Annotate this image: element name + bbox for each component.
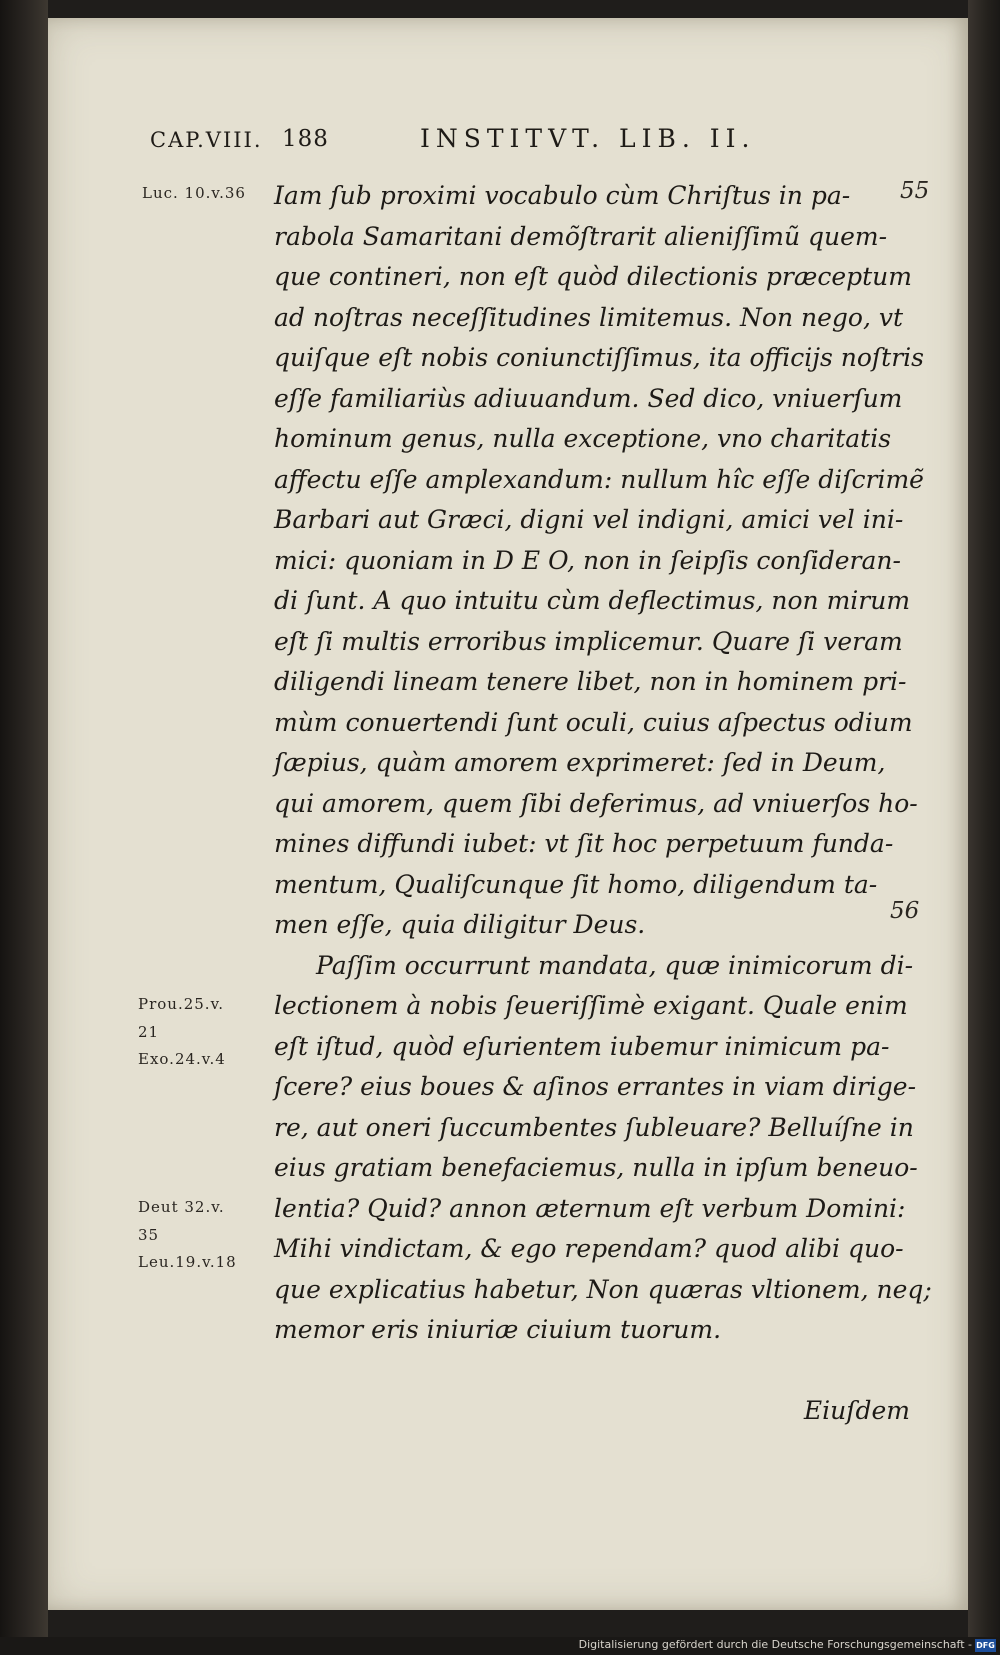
text-line: lentia? Quid? annon æternum eſt verbum Domini: [274, 1193, 906, 1223]
text-line: Barbari aut Græci, digni vel indigni, amici vel ini- [274, 505, 904, 534]
text-line: lectionem à nobis ſeueriſſimè exigant. Quale enim [274, 991, 908, 1020]
text-line: hominum genus, nulla exceptione, vno charitatis [274, 424, 892, 453]
text-line: mici: quoniam in D E O, non in ſeipſis conſideran- [274, 545, 901, 575]
margin-note-deut: Deut 32.v. [138, 1198, 225, 1216]
text-line: Paſſim occurrunt mandata, quæ inimicorum di- [316, 950, 914, 980]
text-line: di ſunt. A quo intuitu cùm deflectimus, non mirum [274, 586, 911, 615]
text-line: mùm conuertendi ſunt oculi, cuius aſpectus odium [274, 707, 913, 737]
text-line: memor eris iniuriæ ciuium tuorum. [274, 1315, 722, 1344]
text-line: mines diffundi iubet: vt ſit hoc perpetuum funda- [274, 829, 894, 858]
footer-credit: Digitalisierung gefördert durch die Deutsche Forschungsgemeinschaft - [578, 1638, 972, 1651]
text-line: diligendi lineam tenere libet, non in hominem pri- [274, 667, 907, 696]
text-line: qui amorem, quem ſibi deferimus, ad vniuerſos ho- [274, 788, 918, 818]
section-number-56: 56 [890, 898, 920, 924]
text-line: quiſque eſt nobis coniunctiſſimus, ita officijs noſtris [274, 343, 924, 372]
text-line: eſt ſi multis erroribus implicemur. Quare ſi veram [274, 626, 903, 656]
text-line: eſt iſtud, quòd eſurientem iubemur inimicum pa- [274, 1031, 890, 1061]
margin-note-exo: Exo.24.v.4 [138, 1050, 226, 1068]
text-line: Iam ſub proximi vocabulo cùm Chriſtus in pa- [274, 181, 851, 210]
running-head [48, 122, 968, 162]
margin-note-leu: Leu.19.v.18 [138, 1253, 237, 1271]
catchword: Eiuſdem [803, 1396, 910, 1425]
text-line: eius gratiam benefaciemus, nulla in ipſum beneuo- [274, 1153, 918, 1182]
text-line: affectu eſſe amplexandum: nullum hîc eſſe diſcrimẽ [274, 464, 924, 494]
text-line: men eſſe, quia diligitur Deus. [274, 910, 646, 939]
book-title: INSTITVT. LIB. II. [420, 124, 756, 153]
margin-note-luc: Luc. 10.v.36 [142, 184, 246, 202]
book-spine-edge [0, 0, 48, 1655]
section-number-55: 55 [900, 178, 930, 204]
text-line: que contineri, non eſt quòd dilectionis præceptum [274, 262, 912, 291]
margin-note-deut-verse: 35 [138, 1226, 160, 1244]
text-line: eſſe familiariùs adiuuandum. Sed dico, vniuerſum [274, 383, 903, 413]
text-line: ad noſtras neceſſitudines limitemus. Non nego, vt [274, 302, 904, 332]
blank-line [274, 1351, 914, 1392]
text-line: rabola Samaritani demõſtrarit alieniſſimũ quem- [274, 221, 888, 251]
text-line: ſcere? eius boues & aſinos errantes in viam dirige- [274, 1072, 917, 1101]
text-line: mentum, Qualiſcunque ſit homo, diligendum ta- [274, 869, 878, 899]
chapter-label: CAP.VIII. [150, 128, 263, 152]
page-number: 188 [282, 126, 329, 152]
book-fore-edge [968, 0, 1000, 1655]
book-page [48, 18, 968, 1610]
margin-note-prou-verse: 21 [138, 1023, 160, 1041]
text-line: Mihi vindictam, & ego rependam? quod alibi quo- [274, 1234, 904, 1263]
text-line: que explicatius habetur, Non quæras vltionem, neq; [274, 1274, 932, 1304]
text-line: ſæpius, quàm amorem exprimeret: ſed in Deum, [274, 748, 886, 777]
dfg-logo: DFG [976, 1641, 995, 1650]
margin-note-prou: Prou.25.v. [138, 995, 225, 1013]
text-line: re, aut oneri ſuccumbentes ſubleuare? Belluíſne in [274, 1112, 914, 1142]
